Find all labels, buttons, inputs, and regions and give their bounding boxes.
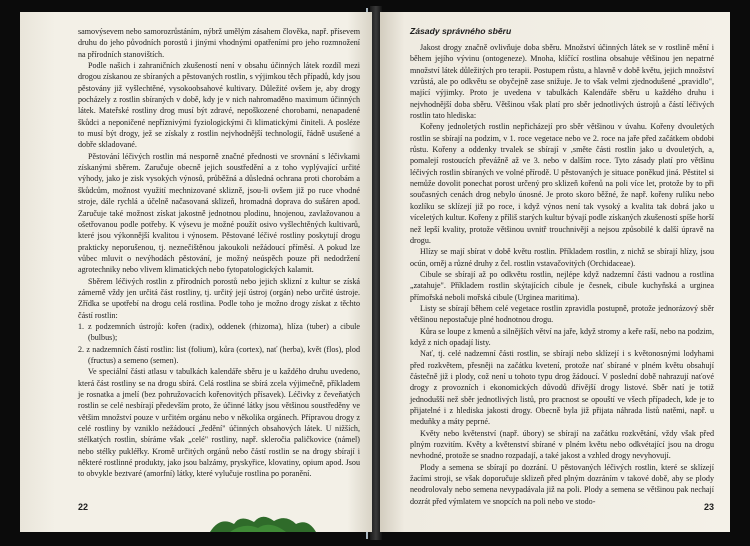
left-paragraph: Ve speciální části atlasu v tabulkách kalendáře sběru je u každého druhu uvedeno, která část rostliny se na drogu sbírá. Celá rostlina se sbírá zcela výjimečně, příkladem je rosnatka a jmelí (bez pohružovacích kořenovitých přísavek). Léčivky z čeveňatých rostlin se celé nesbírají především proto, že účinné látky jsou většinou soustředěny ve většim množství pouze v určitém orgánu nebo v několika orgánech. Přípravou drogy z celé rostliny by vzniklo nežádoucí „ředění" účinných obsahových látek. U nižších, stélkatých rostlin, sbíráme však „celé" rostliny, např. skleročia paličkovice (námel) nebo stélky pukléřky. Kromě určitých orgánů nebo částí rostlin se na drogy sbírají i některé rostlinné produkty, jako jsou balzámy, pryskyřice, klovatiny, opium apod. Jsou to obvykle beztvaré (amorfní) látky, které vylučuje rostlina po poranění. [78, 367, 360, 479]
left-paragraph: samovýsevem nebo samorozrůstáním, nýbrž umělým zásahem člověka, např. přísevem druhu do jeho původních porostů i jinými vhodnými opatřeními pro jeho rozmnožení na přírodních stanovištích. [78, 27, 360, 59]
page-number: 22 [78, 502, 89, 512]
left-paragraph: Pěstování léčivých rostlin má nesporně značné přednosti ve srovnání s léčivkami získanými sběrem. Zaručuje obecně jejich soustředění a z toho vyplývající určité výhody, jako je zisk vysokých výnosů, průběžná a důsledná ochrana proti chorobám a škůdcům, možnost využití mechnizované sklizně, jsou-li ovšem již po ruce vhodné stroje, dále rychlá a účelně načasovaná sklizeň, hromadná doprava do sušáren apod. Zaručuje také možnost získat jakostně jednotnou plodinu, hnojenou, zavlažovanou a ošetřovanou podle potřeby. K výsevu je možné použít osivo vyšlechtěných kultivarů, které jsou výkonnější kvalitou i výnosem. Pěstované léčivé rostliny poskytují drogu prakticky neporušenou, tj. neznečištěnou jakoukoli nežádoucí příměsí. A pokud lze vůbec mluvit o nevýhodách pěstování, je možný neúspěch pouze při nedodržení agrotechniky nebo vlivem klimatických nebo fytopatologických kalamit. [78, 151, 360, 275]
plant-illustration [200, 512, 320, 532]
left-paragraph: Sběrem léčivých rostlin z přírodních porostů nebo jejich sklizní z kultur se získá zámerně vždy jen určitá část rostliny, tj. určitý její ústroj (orgán) nebo určité ústroje. Zřídka se upotřebí na drogu celá rostlina. Podle toho je možno drogy získat z těchto částí rostlin: [78, 276, 360, 320]
right-paragraph: Kořeny jednoletých rostlin nepřicházejí pro sběr většinou v úvahu. Kořeny dvouletých rostlin se sbírají na podzim, v 1. roce vegetace nebo ve 2. roce na jaře před začátkem obdobi růstu. Kořeny a oddenky trvalek se sbírají v ,směte části rostlin jako u dvouletých, a, pomalejí rostoucích převážně až ve 3. nebo v dalším roce. Tyto zásady platí pro většinu léčivých rostlin sbíraných ve volné přírodě. U pěstovaných je situace poněkud jiná. Pěstitel si nemůže dovolit ponechat porost určený pro sklizeň kořenů na poli více let, protože by to při současných cenách drog nebylo únosné. Je proto skoro běžné, že např. kořeny rulíku nebo kozlíku se sklízejí již po roce, i když výnos není tak vysoký a kvalita tak dobrá jako u víceletých kultur. Kořeny z příliš starých kultur bývají podle získaných zkušeností spíše horší než lepší kvality, protože většinou uvnitř trouchnivějí a nejsou způsobilé k další úpravě na drogu. [410, 122, 714, 245]
list-item: 1. z podzemních ústrojů: kořen (radix), oddenek (rhizoma), hlíza (tuber) a cibule (bulbus); [78, 321, 360, 343]
left-page [20, 12, 372, 532]
right-paragraph: Jakost drogy značně ovlivňuje doba sběru. Množství účinných látek se v rostlině mění i během jejího vývinu (ontogeneze). Mnoha, klíčící rostlina obsahuje většinou jen nepatrné množství látek důležitých pro terapii. Postupem růstu, a hlavně v době květu, jejich množství vzrůstá, ale po odkvětu se obyčejně zase snižuje. Je to však velmi zjednodušené „pravidlo", mající výjimky. Proto je uvedena v tabulkách Kalendáře sběru u každého druhu i nejvhodnější doba sběru. Většinou však platí pro sběr jednotlivých ústrojů a částí léčivých rostlin tato hlediska: [410, 43, 714, 121]
section-heading: Zásady správného sběru [410, 26, 512, 36]
right-paragraph: Plody a semena se sbírají po dozrání. U pěstovaných léčivých rostlin, které se sklízejí žacími stroji, se však doporučuje sklizeň před plným dozráním v takové době, aby se plody neodrolovaly nebo semena nevypadávala již na poli. Plody a semena se většinou pak nechají dozrát před výmlatem ve snopcích na poli nebo ve stodo- [410, 462, 714, 506]
right-paragraph: Hlízy se mají sbírat v době květu rostlin. Příkladem rostlin, z nichž se sbírají hlízy, jsou ocún, orněj a různé druhy z čel. rostlin vstavačovitých (Orchidaceae). [410, 247, 714, 268]
plant-parts-list [78, 321, 360, 366]
page-number: 23 [703, 502, 714, 512]
right-paragraph: Květy nebo květenství (např. úbory) se sbírají na začátku rozkvětání, vždy však před plným rozvitím. Květy a květenství sbírané v plném květu nebo odkvétající jsou na drogu nevhodné, protože se snadno rozpadají, a také jakost a vzhled drogy nevyhovují. [410, 428, 714, 461]
right-paragraph: Nať, tj. celé nadzemní části rostlin, se sbírají nebo sklízejí i s květonosnými lodyhami před rozkvětem, přesněji na začátku kvetení, protože nať sbírané v plném květu obsahují částečně již i plody, což není u tohoto typu drog žádoucí. V poslední době nahrazují naťové drogy z provozních i ekonomických důvodů dřívější drogy listové. Sběr natí je totiž jednodušší než sběr jednotlivých listů, pro pracnost se opouští ve všech případech, kde je to přijatelné i z hlediska jakosti drogy. Obecně byla již přijata náhrada listů natěmi, např. u meduňky a máty peprné. [410, 349, 714, 427]
list-item: 2. z nadzemních částí rostlin: list (folium), kůra (cortex), nať (herba), květ (flos), plod (fructus) a semeno (semen). [78, 344, 360, 365]
right-page [380, 12, 730, 532]
left-paragraph: Podle našich i zahraničních zkušeností není v obsahu účinných látek rozdíl mezi drogou získanou ze sbíraných a pěstovaných rostlin, s výjimkou těch případů, kdy jsou pěstovány již vyšlechtěné, vysokoobsahové kultivary. Důležité ovšem je, aby drogy pocházely z rostlin sbíraných v době, kdy je v nich nahromaděno maximum účinných látek. Mateřské rostliny drog musí být zdravé, nepoškozené chorobami, nenapadené škůdci a neponičené nepříznivými fyziologickými či klimatickými činiteli. A posléze to musí být drogy, jež se získaly z rostlin nejvhodnější technologií, řádně usušené a dobře skladované. [78, 61, 360, 150]
right-paragraph: Kůra se loupe z kmenů a silnějších větví na jaře, když stromy a keře raší, nebo na podzim, když z nich opadají listy. [410, 326, 714, 347]
right-paragraph: Cibule se sbírají až po odkvětu rostlin, nejlépe když nadzemní části vadnou a rostlina „zatahuje". Příkladem rostlin skýtajících cibule je česnek, cibule kuchyňská a urginea přímořská neboli mořská cibule (Urginea maritima). [410, 269, 714, 302]
right-paragraph: Listy se sbírají během celé vegetace rostlin zpravidla postupně, protože jednorázový sběr většinou nepostačuje plné hodnotnou drogu. [410, 303, 714, 325]
